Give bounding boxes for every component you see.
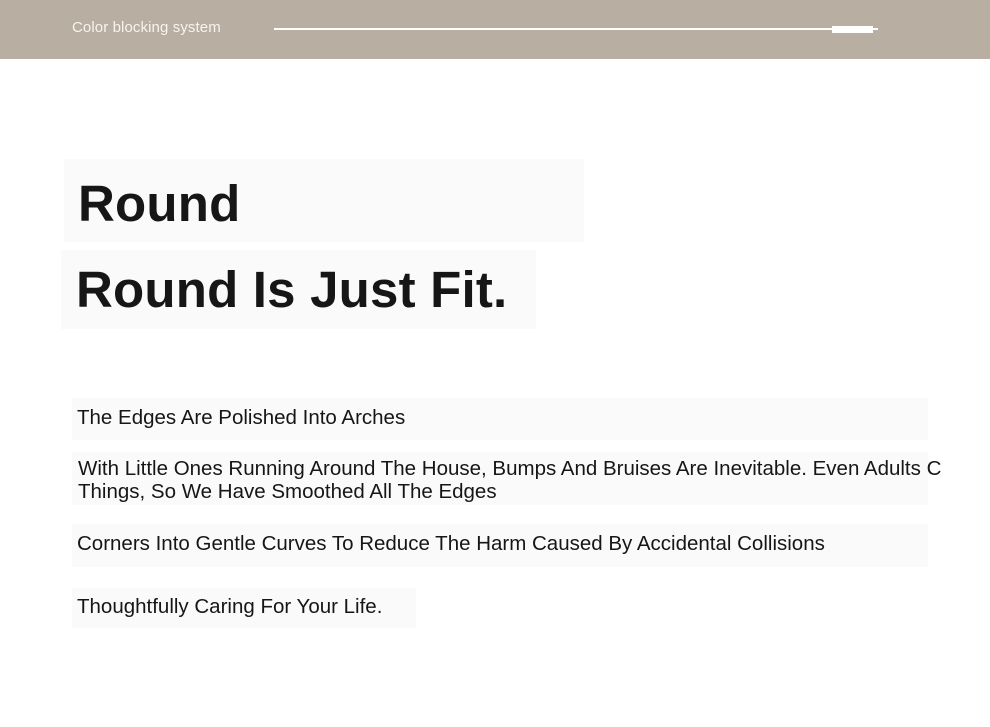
paragraph-corners: Corners Into Gentle Curves To Reduce The Harm Caused By Accidental Collisions [77, 532, 825, 555]
heading-round-is-just-fit: Round Is Just Fit. [76, 261, 508, 318]
paragraph-edges: The Edges Are Polished Into Arches [77, 406, 406, 429]
progress-track[interactable] [274, 28, 878, 30]
header-bar [0, 0, 990, 59]
brand-label: Color blocking system [72, 19, 221, 36]
paragraph-little-ones-line-2: Things, So We Have Smoothed All The Edges [78, 480, 497, 503]
paragraph-caring: Thoughtfully Caring For Your Life. [77, 595, 383, 618]
heading-round: Round [78, 175, 241, 232]
paragraph-little-ones-line-1: With Little Ones Running Around The House, Bumps And Bruises Are Inevitable. Even Adults C [78, 457, 942, 480]
progress-thumb[interactable] [832, 26, 873, 33]
